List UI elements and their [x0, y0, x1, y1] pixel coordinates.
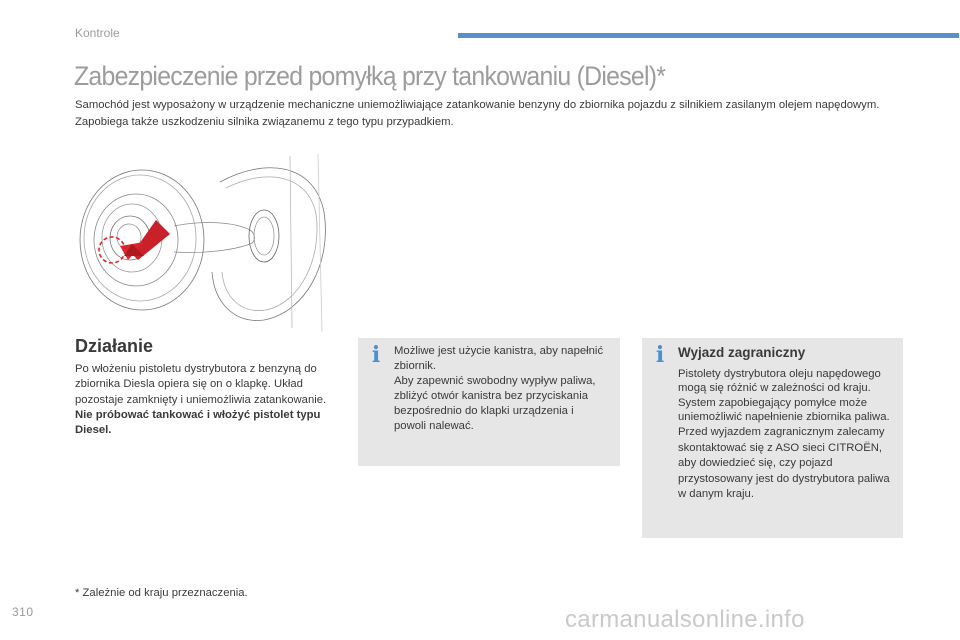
operation-text — [75, 362, 330, 438]
info-icon: i — [371, 342, 381, 368]
watermark-text: carmanualsonline.info — [565, 606, 805, 633]
travel-text — [678, 367, 893, 503]
info-line-2: Aby zapewnić swobodny wypływ paliwa, zbliżyć otwór kanistra bez przyciskania bezpośrednio do klapki urządzenia i powoli nalewać. — [394, 375, 596, 432]
operation-heading: Działanie — [75, 336, 154, 356]
header-accent-bar — [458, 33, 959, 38]
page-number: 310 — [12, 605, 34, 619]
operation-warning: Nie próbować tankować i włożyć pistolet typu Diesel. — [75, 408, 321, 437]
info-line-1: Możliwe jest użycie kanistra, aby napełnić zbiornik. — [394, 345, 604, 372]
page-title: Zabezpieczenie przed pomyłką przy tankowaniu (Diesel)* — [74, 61, 666, 91]
info-box-travel — [642, 338, 903, 538]
fuel-filler-illustration — [74, 152, 344, 332]
info-box-canister — [358, 338, 620, 466]
info-box-text — [394, 344, 604, 434]
footnote: * Zależnie od kraju przeznaczenia. — [75, 587, 248, 599]
info-icon: i — [655, 342, 665, 368]
travel-paragraph-2: Przed wyjazdem zagranicznym zalecamy skontaktować się z ASO sieci CITROËN, aby dowiedzieć się, czy pojazd przystosowany jest do dystrybutora paliwa w danym kraju. — [678, 426, 890, 501]
intro-paragraph: Samochód jest wyposażony w urządzenie mechaniczne uniemożliwiające zatankowanie benzyny do zbiornika pojazdu z silnikiem zasilanym olejem napędowym. Zapobiega także uszkodzeniu silnika związanemu z tego typu przypadkiem. — [75, 99, 880, 128]
travel-paragraph-1: Pistolety dystrybutora oleju napędowego mogą się różnić w zależności od kraju. System zapobiegający pomyłce może uniemożliwić napełnienie zbiornika paliwa. — [678, 368, 890, 423]
section-label: Kontrole — [75, 26, 120, 40]
travel-heading: Wyjazd zagraniczny — [678, 345, 806, 360]
operation-paragraph: Po włożeniu pistoletu dystrybutora z benzyną do zbiornika Diesla opiera się on o klapkę. Układ pozostaje zamknięty i uniemożliwia zatankowanie. — [75, 363, 327, 406]
red-arrow-icon — [120, 220, 170, 260]
